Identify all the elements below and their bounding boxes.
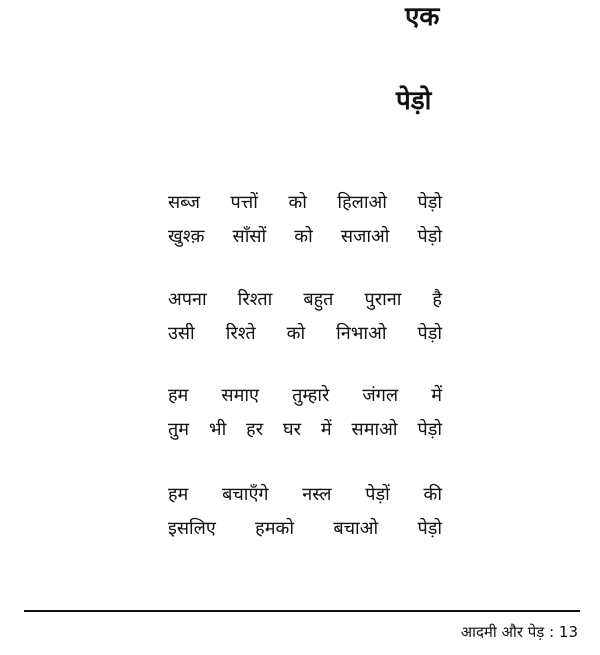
stanza-3 [168,379,442,447]
poem-line: अपना रिश्ता बहुत पुराना है [168,289,442,310]
stanza-2 [168,283,442,351]
poem-line: इसलिए हमको बचाओ पेड़ो [168,518,442,539]
poem-line: हम समाए तुम्हारे जंगल में [168,385,442,406]
footer-divider [24,610,580,612]
poem-line: खुश्क़ साँसों को सजाओ पेड़ो [168,226,442,247]
stanza-4 [168,478,442,546]
footer-running-title: आदमी और पेड़ : 13 [460,623,578,641]
poem-line: तुम भी हर घर में समाओ पेड़ो [168,419,442,440]
poem-line: हम बचाएँगे नस्ल पेड़ों की [168,484,442,505]
poem-line: सब्ज पत्तों को हिलाओ पेड़ो [168,192,442,213]
stanza-1 [168,186,442,254]
poem-title-line-2: पेड़ो [396,86,432,116]
poem-line: उसी रिश्ते को निभाओ पेड़ो [168,323,442,344]
poem-title-line-1: एक [405,2,440,32]
